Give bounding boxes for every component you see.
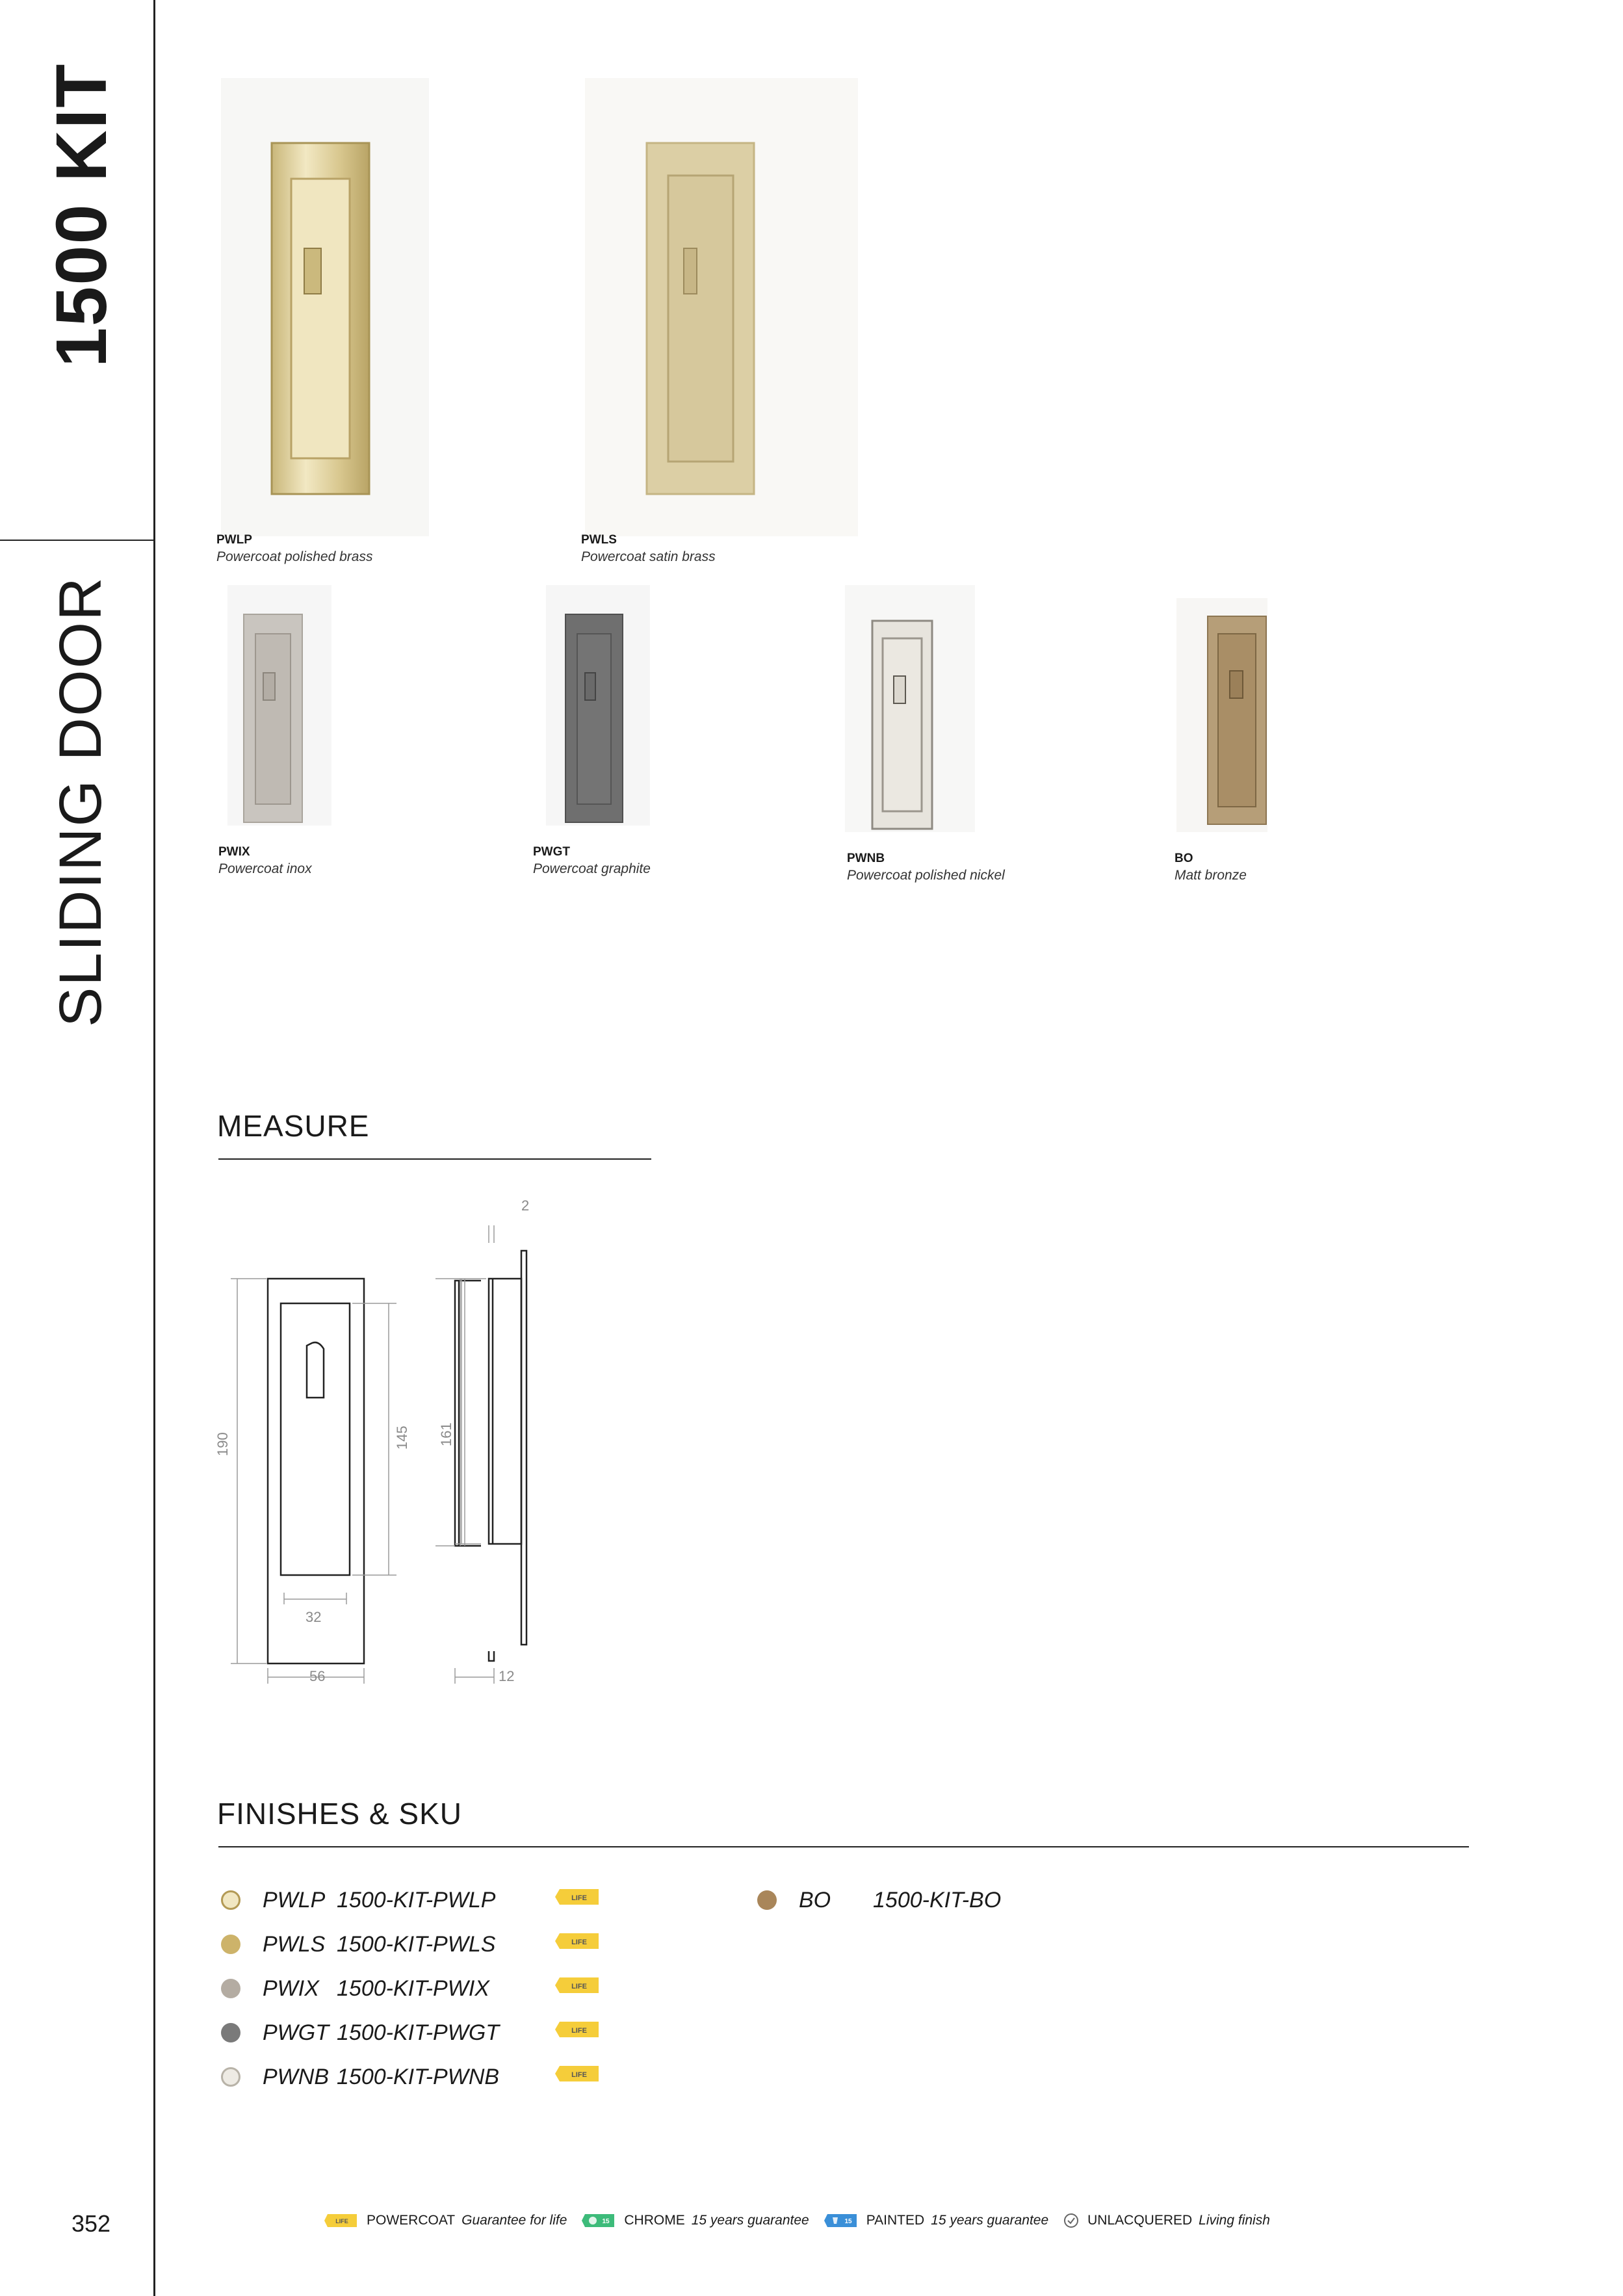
svg-text:15: 15 [602, 2218, 610, 2225]
product-title: 1500 KIT [42, 62, 122, 367]
finish-sku: 1500-KIT-PWLS [337, 1931, 496, 1957]
finish-row [221, 1972, 489, 2005]
painted-15-icon [824, 2213, 857, 2228]
finish-row [221, 1884, 495, 1916]
side-profile-drawing [481, 1248, 546, 1651]
legend-label: PAINTED [866, 2213, 925, 2228]
legend-label: UNLACQUERED [1087, 2213, 1193, 2228]
powercoat-life-icon [324, 2213, 357, 2228]
finish-sku: 1500-KIT-PWGT [337, 2020, 500, 2045]
finish-code: PWGT [263, 2020, 329, 2045]
swatch-pwix [221, 1979, 240, 1998]
life-guarantee-icon [554, 2065, 600, 2082]
unlacquered-icon [1063, 2212, 1080, 2229]
product-name: Powercoat satin brass [581, 549, 716, 564]
product-name: Powercoat polished nickel [847, 868, 1005, 883]
finishes-title: FINISHES & SKU [217, 1797, 462, 1831]
dim-width-inner: 32 [305, 1609, 322, 1625]
finish-sku: 1500-KIT-PWNB [337, 2064, 500, 2089]
svg-text:LIFE: LIFE [335, 2218, 348, 2224]
side-dimension-line [455, 1274, 481, 1547]
life-guarantee-icon [554, 1977, 600, 1994]
product-code: PWLP [216, 533, 252, 547]
product-code: PWLS [581, 533, 617, 547]
swatch-pwgt [221, 2023, 240, 2042]
dim-height-inner: 145 [394, 1426, 410, 1450]
product-image-pwnb [845, 585, 975, 832]
swatch-pwls [221, 1935, 240, 1954]
guarantee-legend [324, 2210, 1284, 2231]
finish-code: PWLP [263, 1887, 326, 1912]
legend-label: POWERCOAT [367, 2213, 456, 2228]
life-guarantee-icon [554, 1933, 600, 1950]
product-name: Powercoat polished brass [216, 549, 373, 564]
finish-row [221, 1928, 495, 1961]
product-name: Powercoat graphite [533, 861, 651, 876]
finish-code: PWIX [263, 1976, 319, 2001]
svg-text:15: 15 [844, 2218, 852, 2225]
finishes-rule [218, 1846, 1469, 1847]
product-code: BO [1175, 852, 1193, 865]
finish-sku: 1500-KIT-PWLP [337, 1887, 496, 1912]
legend-label: CHROME [624, 2213, 685, 2228]
sidebar-divider [0, 540, 155, 541]
life-guarantee-icon [554, 2021, 600, 2038]
dim-width-total: 56 [309, 1668, 326, 1684]
chrome-15-icon [581, 2213, 615, 2228]
dim-plate: 2 [521, 1197, 530, 1214]
swatch-bo [757, 1890, 777, 1910]
measure-title: MEASURE [217, 1109, 370, 1143]
category-title: SLIDING DOOR [47, 576, 114, 1027]
product-image-pwgt [546, 585, 650, 826]
product-image-pwix [227, 585, 331, 826]
finish-row [757, 1884, 1001, 1916]
dim-height-total: 190 [214, 1432, 231, 1456]
product-name: Powercoat inox [218, 861, 312, 876]
product-code: PWNB [847, 852, 885, 865]
product-name: Matt bronze [1175, 868, 1247, 883]
life-guarantee-icon [554, 1888, 600, 1905]
finish-row [221, 2061, 499, 2093]
svg-text:LIFE: LIFE [571, 2071, 587, 2079]
legend-note: Guarantee for life [461, 2213, 567, 2228]
page-number: 352 [71, 2210, 111, 2237]
svg-text:LIFE: LIFE [571, 1938, 587, 1946]
swatch-pwlp [221, 1890, 240, 1910]
finish-code: BO [799, 1887, 831, 1912]
dim-height-side: 161 [438, 1422, 454, 1446]
finish-row [221, 2016, 499, 2049]
finish-sku: 1500-KIT-BO [873, 1887, 1002, 1912]
svg-text:LIFE: LIFE [571, 1894, 587, 1902]
product-image-pwlp [221, 78, 429, 536]
swatch-pwnb [221, 2067, 240, 2087]
product-code: PWGT [533, 845, 570, 859]
product-image-bo [1176, 598, 1267, 832]
finish-code: PWNB [263, 2064, 329, 2089]
legend-note: 15 years guarantee [931, 2213, 1049, 2228]
finish-code: PWLS [263, 1931, 326, 1957]
svg-text:LIFE: LIFE [571, 1983, 587, 1990]
measure-rule [218, 1158, 651, 1160]
legend-note: 15 years guarantee [691, 2213, 809, 2228]
product-code: PWIX [218, 845, 250, 859]
finish-sku: 1500-KIT-PWIX [337, 1976, 489, 2001]
dim-depth: 12 [499, 1668, 515, 1684]
sidebar-rule [153, 0, 155, 2296]
svg-text:LIFE: LIFE [571, 2027, 587, 2035]
product-image-pwls [585, 78, 858, 536]
legend-note: Living finish [1199, 2213, 1270, 2228]
